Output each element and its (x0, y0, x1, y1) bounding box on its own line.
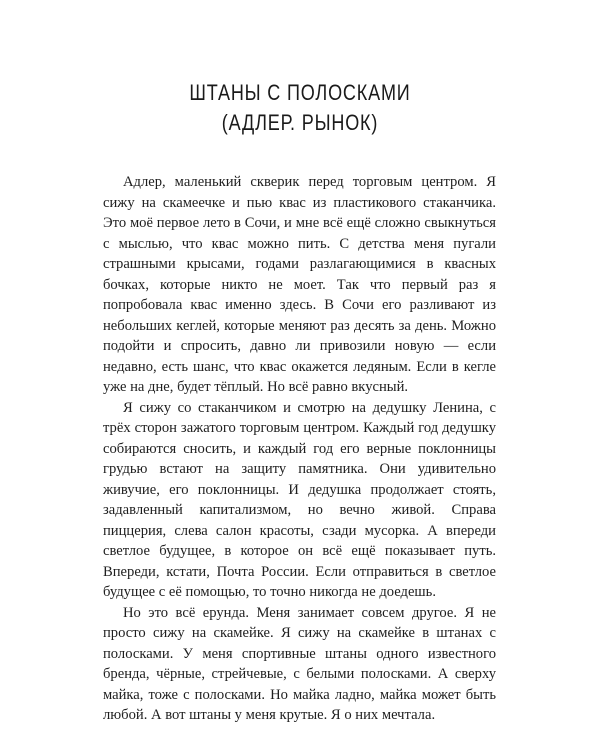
paragraph-3: Но это всё ерунда. Меня занимает совсем другое. Я не просто сижу на скамейке. Я сижу на скамейке в штанах с полосками. У меня спортивные штаны одного известного бренда, чёрные, стрейчевые, с белыми полосками. А сверху майка, тоже с полосками. Но майка ладно, майка может быть любой. А вот штаны у меня крутые. Я о них мечтала. (103, 604, 496, 723)
chapter-heading (128, 78, 472, 138)
chapter-subtitle: (АДЛЕР. РЫНОК) (221, 110, 379, 135)
chapter-title: ШТАНЫ С ПОЛОСКАМИ (189, 80, 411, 105)
paragraph-2: Я сижу со стаканчиком и смотрю на дедушку Ленина, с трёх сторон зажатого торговым центром. Каждый год дедушку собираются сносить, и каждый год его верные поклонницы грудью встают на защиту памятника. Они удивительно живучие, его поклонницы. И дедушка продолжает стоять, задавленный капитализмом, но вечно живой. Справа пиццерия, слева салон красоты, сзади мусорка. А впереди светлое будущее, в которое он всё ещё показывает путь. Впереди, кстати, Почта России. Если отправиться в светлое будущее с её помощью, то точно никогда не доедешь. (103, 399, 496, 600)
paragraph-1: Адлер, маленький скверик перед торговым центром. Я сижу на скамеечке и пью квас из пластикового стаканчика. Это моё первое лето в Сочи, и мне всё ещё сложно свыкнуться с мыслью, что квас можно пить. С детства меня пугали страшными крысами, годами разлагающимися в квасных бочках, которые никто не моет. Так что первый раз я попробовала квас именно здесь. В Сочи его разливают из небольших кеглей, которые меняют раз десять за день. Можно подойти и спросить, давно ли привозили новую — если недавно, есть шанс, что квас окажется ледяным. Если в кегле уже на дне, будет тёплый. Но всё равно вкусный. (103, 174, 496, 395)
chapter-body (103, 172, 496, 726)
